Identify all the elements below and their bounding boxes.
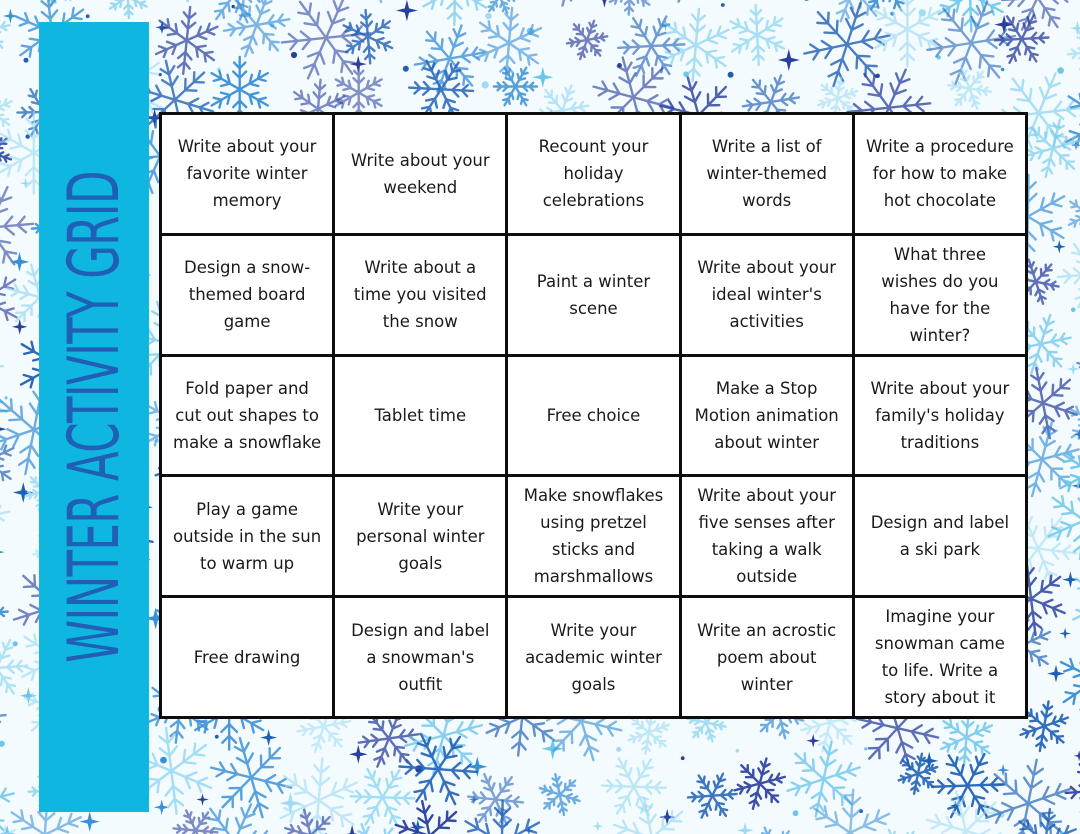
grid-cell: Make a Stop Motion animation about winter xyxy=(682,357,852,475)
title-banner xyxy=(39,22,149,812)
grid-cell: Write your personal winter goals xyxy=(335,477,505,595)
grid-cell: Paint a winter scene xyxy=(508,236,678,354)
grid-cell: Design and label a ski park xyxy=(855,477,1025,595)
grid-cell: Write your academic winter goals xyxy=(508,598,678,716)
grid-cell: Write about your favorite winter memory xyxy=(162,115,332,233)
grid-cell: Write about a time you visited the snow xyxy=(335,236,505,354)
grid-cell: Design and label a snowman's outfit xyxy=(335,598,505,716)
grid-cell: Fold paper and cut out shapes to make a snowflake xyxy=(162,357,332,475)
grid-cell: Write a list of winter-themed words xyxy=(682,115,852,233)
grid-cell: Imagine your snowman came to life. Write a story about it xyxy=(855,598,1025,716)
grid-cell: Play a game outside in the sun to warm up xyxy=(162,477,332,595)
grid-cell: What three wishes do you have for the winter? xyxy=(855,236,1025,354)
grid-cell: Recount your holiday celebrations xyxy=(508,115,678,233)
grid-cell: Write about your weekend xyxy=(335,115,505,233)
grid-cell: Write an acrostic poem about winter xyxy=(682,598,852,716)
activity-grid xyxy=(159,112,1028,719)
grid-cell: Free choice xyxy=(508,357,678,475)
grid-cell: Write a procedure for how to make hot chocolate xyxy=(855,115,1025,233)
grid-cell: Make snowflakes using pretzel sticks and marshmallows xyxy=(508,477,678,595)
grid-cell: Write about your ideal winter's activities xyxy=(682,236,852,354)
grid-cell: Write about your five senses after taking a walk outside xyxy=(682,477,852,595)
grid-cell: Design a snow-themed board game xyxy=(162,236,332,354)
page-title: WINTER ACTIVITY GRID xyxy=(53,171,135,663)
grid-cell: Free drawing xyxy=(162,598,332,716)
grid-cell: Write about your family's holiday traditions xyxy=(855,357,1025,475)
grid-cell: Tablet time xyxy=(335,357,505,475)
